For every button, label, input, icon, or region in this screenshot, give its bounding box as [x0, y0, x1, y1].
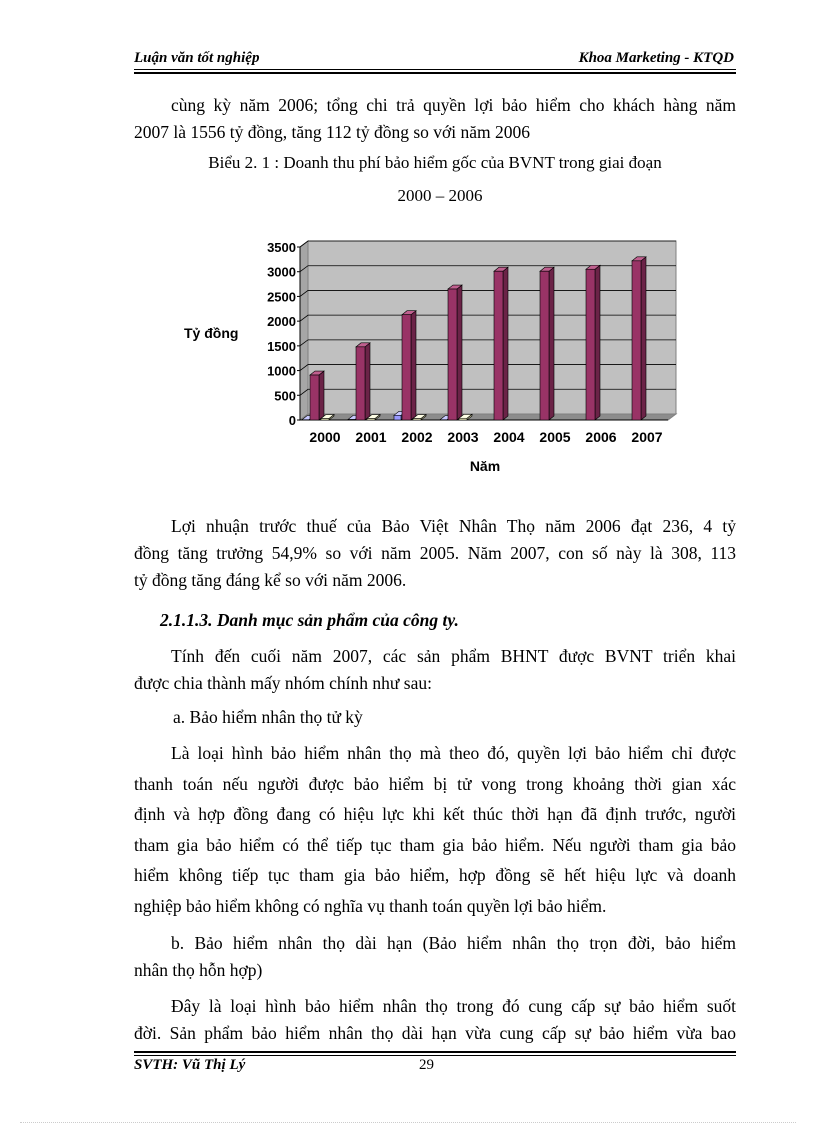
bar-main-2006-side	[595, 265, 600, 420]
bar-yellow-2002	[413, 419, 421, 420]
x-axis-title: Năm	[469, 458, 501, 474]
paragraph-4-line-3: định và hợp đồng đang có hiệu lực khi kết thúc thời hạn đã định trước, người	[134, 804, 736, 824]
footer-author: SVTH: Vũ Thị Lý	[134, 1057, 246, 1073]
paragraph-3-line-1: Tính đến cuối năm 2007, các sản phẩm BHNT được BVNT triển khai	[171, 646, 736, 666]
list-item-a: a. Bảo hiểm nhân thọ tử kỳ	[173, 707, 363, 727]
paragraph-1-line-1: cùng kỳ năm 2006; tổng chi trả quyền lợi bảo hiểm cho khách hàng năm	[171, 95, 736, 115]
bar-main-2004-side	[503, 267, 508, 420]
paragraph-3	[134, 643, 736, 697]
bar-main-2001	[356, 347, 365, 420]
bar-main-2000-side	[319, 371, 324, 420]
paragraph-4-line-1: Là loại hình bảo hiểm nhân thọ mà theo đó, quyền lợi bảo hiểm chỉ được	[171, 743, 736, 763]
footer-rule-thick	[134, 1051, 736, 1053]
header-department: Khoa Marketing - KTQD	[578, 50, 734, 66]
x-tick-label: 2006	[585, 429, 617, 445]
bar-main-2003	[448, 289, 457, 420]
y-axis-title: Tỷ đồng	[184, 325, 239, 341]
paragraph-5	[134, 993, 736, 1047]
y-tick-label: 0	[288, 413, 296, 428]
y-tick-label: 1000	[267, 363, 296, 379]
list-item-b	[134, 930, 736, 984]
paragraph-1-line-2: 2007 là 1556 tỷ đồng, tăng 112 tỷ đồng so với năm 2006	[134, 122, 531, 142]
x-tick-label: 2007	[631, 429, 663, 445]
x-tick-label: 2005	[539, 429, 571, 445]
bar-main-2007-side	[641, 257, 646, 420]
x-tick-label: 2004	[493, 429, 525, 445]
footer-rule	[134, 1055, 736, 1056]
list-item-b-line-1: b. Bảo hiểm nhân thọ dài hạn (Bảo hiểm nhân thọ trọn đời, bảo hiểm	[171, 933, 736, 953]
bar-main-2001-side	[365, 343, 370, 420]
bar-main-2002-side	[411, 311, 416, 420]
paragraph-5-line-1: Đây là loại hình bảo hiểm nhân thọ trong đó cung cấp sự bảo hiểm suốt	[171, 996, 736, 1016]
x-tick-label: 2000	[309, 429, 341, 445]
bar-main-2005-side	[549, 267, 554, 420]
paragraph-4-line-2: thanh toán nếu người được bảo hiểm bị tử vong trong khoảng thời gian xác	[134, 773, 736, 794]
x-tick-label: 2003	[447, 429, 479, 445]
bar-main-2004	[494, 271, 503, 420]
paragraph-3-line-2: được chia thành mấy nhóm chính như sau:	[134, 673, 432, 693]
y-tick-label: 1500	[267, 338, 296, 354]
paragraph-4-line-6: nghiệp bảo hiểm không có nghĩa vụ thanh toán quyền lợi bảo hiểm.	[134, 895, 607, 916]
paragraph-2-line-2: đồng tăng trưởng 54,9% so với năm 2005. Năm 2007, con số này là 308, 113	[134, 543, 736, 563]
header-rule-thick	[134, 72, 736, 74]
bar-main-2000	[310, 375, 319, 420]
header-thesis-title: Luận văn tốt nghiệp	[134, 50, 260, 66]
bar-blue-2002	[394, 415, 401, 420]
bar-yellow-2000	[321, 419, 329, 420]
paragraph-4	[134, 738, 736, 921]
paragraph-5-line-2: đời. Sản phẩm bảo hiểm nhân thọ dài hạn vừa cung cấp sự bảo hiểm vừa bao	[134, 1023, 736, 1043]
bar-yellow-2003	[459, 418, 467, 420]
chart-caption-line-2: 2000 – 2006	[397, 186, 483, 205]
bar-main-2006	[586, 269, 595, 420]
paragraph-2-line-3: tỷ đồng tăng đáng kể so với năm 2006.	[134, 570, 407, 590]
y-tick-label: 500	[274, 388, 296, 404]
bar-main-2005	[540, 271, 549, 420]
page-header	[134, 50, 734, 70]
paragraph-4-line-5: hiểm không tiếp tục tham gia bảo hiểm, hợp đồng sẽ hết hiệu lực và doanh	[134, 865, 736, 885]
chart-side-wall	[300, 241, 308, 420]
bar-main-2003-side	[457, 285, 462, 420]
paragraph-2	[134, 513, 736, 594]
paragraph-2-line-1: Lợi nhuận trước thuế của Bảo Việt Nhân Thọ năm 2006 đạt 236, 4 tỷ	[171, 516, 736, 536]
list-item-b-line-2: nhân thọ hỗn hợp)	[134, 960, 263, 980]
y-tick-label: 2500	[267, 289, 296, 305]
revenue-bar-chart	[170, 235, 690, 480]
chart-caption-line-1: Biểu 2. 1 : Doanh thu phí bảo hiểm gốc của BVNT trong giai đoạn	[208, 153, 662, 172]
y-tick-label: 2000	[267, 314, 296, 330]
y-tick-label: 3000	[267, 264, 296, 280]
page-number: 29	[419, 1057, 434, 1073]
paragraph-1	[134, 92, 736, 146]
header-rule	[134, 69, 736, 70]
x-tick-label: 2002	[401, 429, 433, 445]
bar-main-2007	[632, 261, 641, 420]
x-tick-label: 2001	[355, 429, 387, 445]
bar-yellow-2001	[367, 419, 375, 420]
bar-main-2002	[402, 315, 411, 420]
paragraph-4-line-4: tham gia bảo hiểm có thể tiếp tục tham gia bảo hiểm. Nếu người tham gia bảo	[134, 834, 736, 855]
y-tick-label: 3500	[267, 240, 296, 255]
section-heading: 2.1.1.3. Danh mục sản phẩm của công ty.	[160, 610, 459, 630]
page-footer	[134, 1057, 734, 1079]
